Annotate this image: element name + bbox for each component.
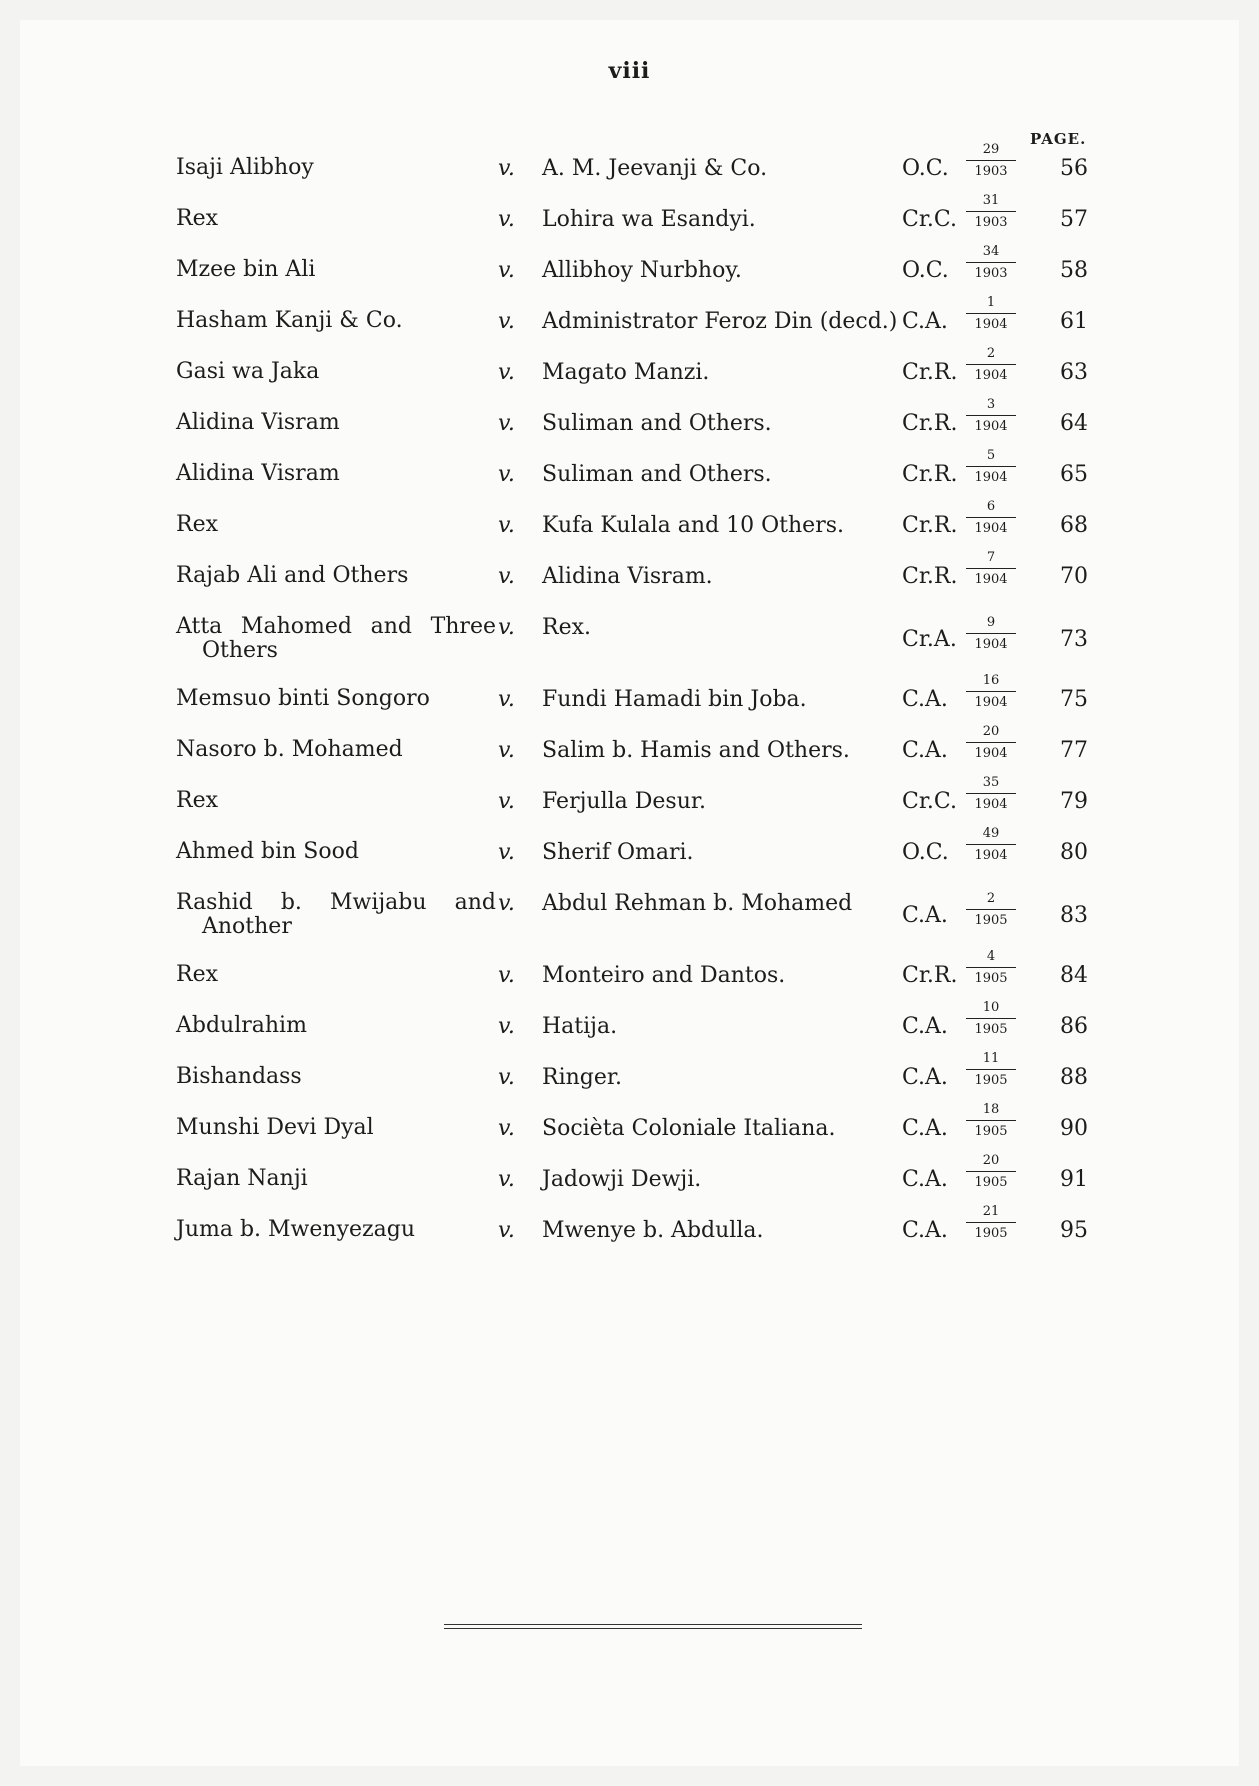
versus-marker: v. — [498, 207, 515, 232]
court-code: Cr.R. — [902, 462, 958, 487]
case-year: 1904 — [974, 746, 1008, 761]
versus-marker: v. — [498, 1167, 515, 1192]
plaintiff-name-text: Ahmed bin Sood — [176, 839, 359, 864]
court-code: Cr.R. — [902, 963, 958, 988]
case-entry — [0, 607, 1259, 679]
page-reference: 83 — [1060, 903, 1088, 928]
page-column-heading: PAGE. — [1030, 130, 1087, 148]
court-code: C.A. — [902, 738, 948, 763]
case-year: 1905 — [974, 1226, 1008, 1241]
plaintiff-name — [176, 687, 496, 711]
case-reference — [966, 499, 1016, 537]
case-number: 2 — [966, 891, 1016, 910]
case-entry — [0, 1153, 1259, 1210]
defendant-name: Rex. — [542, 615, 591, 640]
plaintiff-name — [176, 1014, 496, 1038]
defendant-name: Socièta Coloniale Italiana. — [542, 1116, 836, 1141]
case-number: 20 — [966, 1153, 1016, 1172]
case-reference — [966, 949, 1016, 987]
defendant-name: Monteiro and Dantos. — [542, 963, 786, 988]
case-reference — [966, 724, 1016, 762]
plaintiff-name — [176, 309, 496, 333]
case-entry — [0, 244, 1259, 301]
case-year: 1905 — [974, 1022, 1008, 1037]
case-year: 1904 — [974, 521, 1008, 536]
plaintiff-name-text: Rex — [176, 206, 218, 231]
versus-marker: v. — [498, 360, 515, 385]
page-reference: 65 — [1060, 462, 1088, 487]
court-code: C.A. — [902, 1116, 948, 1141]
versus-marker: v. — [498, 789, 515, 814]
case-table — [0, 142, 1259, 1261]
case-number: 10 — [966, 1000, 1016, 1019]
case-entry — [0, 397, 1259, 454]
plaintiff-name-text: Atta Mahomed and Three — [176, 614, 496, 639]
case-reference — [966, 244, 1016, 282]
case-number: 4 — [966, 949, 1016, 968]
defendant-name: Hatija. — [542, 1014, 618, 1039]
defendant-name: Abdul Rehman b. Mohamed — [542, 891, 853, 916]
case-year: 1904 — [974, 637, 1008, 652]
case-reference — [966, 193, 1016, 231]
versus-marker: v. — [498, 738, 515, 763]
page-reference: 88 — [1060, 1065, 1088, 1090]
defendant-name: Sherif Omari. — [542, 840, 694, 865]
court-code: Cr.R. — [902, 411, 958, 436]
versus-marker: v. — [498, 963, 515, 988]
case-number: 16 — [966, 673, 1016, 692]
case-year: 1904 — [974, 572, 1008, 587]
plaintiff-name-text: Alidina Visram — [176, 461, 340, 486]
case-number: 20 — [966, 724, 1016, 743]
case-entry — [0, 550, 1259, 607]
case-year: 1904 — [974, 695, 1008, 710]
court-code: Cr.R. — [902, 360, 958, 385]
case-number: 3 — [966, 397, 1016, 416]
defendant-name: Suliman and Others. — [542, 411, 772, 436]
case-reference — [966, 397, 1016, 435]
page-reference: 70 — [1060, 564, 1088, 589]
versus-marker: v. — [498, 309, 515, 334]
case-entry — [0, 1102, 1259, 1159]
plaintiff-name — [176, 840, 496, 864]
plaintiff-name-text: Munshi Devi Dyal — [176, 1115, 374, 1140]
case-number: 21 — [966, 1204, 1016, 1223]
case-year: 1904 — [974, 317, 1008, 332]
case-year: 1904 — [974, 419, 1008, 434]
court-code: C.A. — [902, 1167, 948, 1192]
versus-marker: v. — [498, 1014, 515, 1039]
versus-marker: v. — [498, 564, 515, 589]
case-reference — [966, 448, 1016, 486]
page-number: viii — [608, 58, 651, 84]
case-year: 1905 — [974, 971, 1008, 986]
case-reference — [966, 346, 1016, 384]
page-reference: 58 — [1060, 258, 1088, 283]
case-entry — [0, 1051, 1259, 1108]
case-entry — [0, 673, 1259, 730]
page-reference: 56 — [1060, 156, 1088, 181]
case-entry — [0, 949, 1259, 1006]
case-entry — [0, 295, 1259, 352]
versus-marker: v. — [498, 156, 515, 181]
court-code: Cr.R. — [902, 564, 958, 589]
court-code: Cr.R. — [902, 513, 958, 538]
plaintiff-name — [176, 411, 496, 435]
defendant-name: Magato Manzi. — [542, 360, 710, 385]
case-number: 11 — [966, 1051, 1016, 1070]
court-code: Cr.A. — [902, 627, 957, 652]
case-entry — [0, 826, 1259, 883]
case-number: 34 — [966, 244, 1016, 263]
defendant-name: A. M. Jeevanji & Co. — [542, 156, 768, 181]
case-year: 1904 — [974, 470, 1008, 485]
versus-marker: v. — [498, 891, 515, 916]
plaintiff-name-text: Juma b. Mwenyezagu — [176, 1217, 415, 1242]
court-code: O.C. — [902, 840, 949, 865]
case-reference — [966, 295, 1016, 333]
page-reference: 63 — [1060, 360, 1088, 385]
case-number: 49 — [966, 826, 1016, 845]
plaintiff-name — [176, 564, 496, 588]
case-reference — [966, 673, 1016, 711]
defendant-name: Fundi Hamadi bin Joba. — [542, 687, 807, 712]
case-number: 18 — [966, 1102, 1016, 1121]
plaintiff-name — [176, 963, 496, 987]
page-reference: 95 — [1060, 1218, 1088, 1243]
case-year: 1905 — [974, 1175, 1008, 1190]
court-code: C.A. — [902, 1014, 948, 1039]
defendant-name: Ringer. — [542, 1065, 622, 1090]
plaintiff-name — [176, 258, 496, 282]
page-reference: 61 — [1060, 309, 1088, 334]
plaintiff-name-text: Mzee bin Ali — [176, 257, 316, 282]
court-code: C.A. — [902, 309, 948, 334]
case-entry — [0, 724, 1259, 781]
court-code: C.A. — [902, 1065, 948, 1090]
page-reference: 77 — [1060, 738, 1088, 763]
defendant-name: Ferjulla Desur. — [542, 789, 706, 814]
plaintiff-name-text: Nasoro b. Mohamed — [176, 737, 403, 762]
case-entry — [0, 1000, 1259, 1057]
plaintiff-name-text: Abdulrahim — [176, 1013, 307, 1038]
plaintiff-name — [176, 1167, 496, 1191]
court-code: C.A. — [902, 1218, 948, 1243]
defendant-name: Jadowji Dewji. — [542, 1167, 702, 1192]
plaintiff-name-continued: Another — [202, 914, 292, 939]
plaintiff-name-text: Isaji Alibhoy — [176, 155, 314, 180]
case-year: 1905 — [974, 1073, 1008, 1088]
case-year: 1904 — [974, 848, 1008, 863]
plaintiff-name — [176, 462, 496, 486]
plaintiff-name-text: Hasham Kanji & Co. — [176, 308, 403, 333]
page-reference: 80 — [1060, 840, 1088, 865]
case-reference — [966, 1204, 1016, 1242]
case-number: 31 — [966, 193, 1016, 212]
plaintiff-name-text: Rajan Nanji — [176, 1166, 308, 1191]
page-reference: 73 — [1060, 627, 1088, 652]
plaintiff-name — [176, 513, 496, 537]
plaintiff-name-text: Rajab Ali and Others — [176, 563, 409, 588]
defendant-name: Suliman and Others. — [542, 462, 772, 487]
case-year: 1904 — [974, 797, 1008, 812]
defendant-name: Alidina Visram. — [542, 564, 713, 589]
defendant-name: Administrator Feroz Din (decd.) — [542, 309, 898, 334]
case-entry — [0, 142, 1259, 199]
case-reference — [966, 1102, 1016, 1140]
versus-marker: v. — [498, 1065, 515, 1090]
plaintiff-name — [176, 1065, 496, 1089]
versus-marker: v. — [498, 258, 515, 283]
case-reference — [966, 1000, 1016, 1038]
case-year: 1905 — [974, 913, 1008, 928]
plaintiff-name — [176, 1116, 496, 1140]
page-reference: 84 — [1060, 963, 1088, 988]
court-code: Cr.C. — [902, 789, 957, 814]
case-number: 7 — [966, 550, 1016, 569]
page-reference: 68 — [1060, 513, 1088, 538]
plaintiff-name-text: Alidina Visram — [176, 410, 340, 435]
case-number: 9 — [966, 615, 1016, 634]
case-entry — [0, 346, 1259, 403]
case-reference — [966, 1153, 1016, 1191]
versus-marker: v. — [498, 1218, 515, 1243]
case-entry — [0, 448, 1259, 505]
case-reference — [966, 891, 1016, 929]
case-entry — [0, 1204, 1259, 1261]
case-reference — [966, 550, 1016, 588]
court-code: Cr.C. — [902, 207, 957, 232]
plaintiff-name — [176, 789, 496, 813]
page-reference: 57 — [1060, 207, 1088, 232]
case-year: 1903 — [974, 266, 1008, 281]
court-code: O.C. — [902, 258, 949, 283]
versus-marker: v. — [498, 411, 515, 436]
court-code: O.C. — [902, 156, 949, 181]
case-year: 1903 — [974, 164, 1008, 179]
plaintiff-name — [176, 891, 496, 939]
versus-marker: v. — [498, 513, 515, 538]
page-reference: 90 — [1060, 1116, 1088, 1141]
closing-rule — [444, 1624, 862, 1630]
case-year: 1904 — [974, 368, 1008, 383]
plaintiff-name-text: Rex — [176, 788, 218, 813]
defendant-name: Lohira wa Esandyi. — [542, 207, 756, 232]
case-reference — [966, 615, 1016, 653]
plaintiff-name — [176, 738, 496, 762]
page-reference: 86 — [1060, 1014, 1088, 1039]
case-number: 35 — [966, 775, 1016, 794]
defendant-name: Salim b. Hamis and Others. — [542, 738, 850, 763]
case-reference — [966, 826, 1016, 864]
case-reference — [966, 775, 1016, 813]
case-year: 1905 — [974, 1124, 1008, 1139]
plaintiff-name-text: Gasi wa Jaka — [176, 359, 320, 384]
case-entry — [0, 193, 1259, 250]
plaintiff-name — [176, 207, 496, 231]
versus-marker: v. — [498, 615, 515, 640]
page-reference: 79 — [1060, 789, 1088, 814]
plaintiff-name-text: Memsuo binti Songoro — [176, 686, 430, 711]
plaintiff-name-continued: Others — [202, 638, 278, 663]
case-reference — [966, 142, 1016, 180]
versus-marker: v. — [498, 840, 515, 865]
case-number: 29 — [966, 142, 1016, 161]
plaintiff-name-text: Rashid b. Mwijabu and — [176, 890, 496, 915]
case-number: 5 — [966, 448, 1016, 467]
plaintiff-name — [176, 1218, 496, 1242]
versus-marker: v. — [498, 462, 515, 487]
case-number: 1 — [966, 295, 1016, 314]
case-number: 2 — [966, 346, 1016, 365]
case-entry — [0, 499, 1259, 556]
case-entry — [0, 775, 1259, 832]
court-code: C.A. — [902, 687, 948, 712]
page-reference: 91 — [1060, 1167, 1088, 1192]
plaintiff-name — [176, 360, 496, 384]
court-code: C.A. — [902, 903, 948, 928]
plaintiff-name-text: Rex — [176, 512, 218, 537]
case-number: 6 — [966, 499, 1016, 518]
plaintiff-name — [176, 615, 496, 663]
case-year: 1903 — [974, 215, 1008, 230]
case-entry — [0, 883, 1259, 955]
plaintiff-name-text: Rex — [176, 962, 218, 987]
case-reference — [966, 1051, 1016, 1089]
versus-marker: v. — [498, 1116, 515, 1141]
plaintiff-name — [176, 156, 496, 180]
defendant-name: Allibhoy Nurbhoy. — [542, 258, 742, 283]
defendant-name: Mwenye b. Abdulla. — [542, 1218, 764, 1243]
versus-marker: v. — [498, 687, 515, 712]
page-reference: 64 — [1060, 411, 1088, 436]
page-reference: 75 — [1060, 687, 1088, 712]
defendant-name: Kufa Kulala and 10 Others. — [542, 513, 845, 538]
plaintiff-name-text: Bishandass — [176, 1064, 302, 1089]
